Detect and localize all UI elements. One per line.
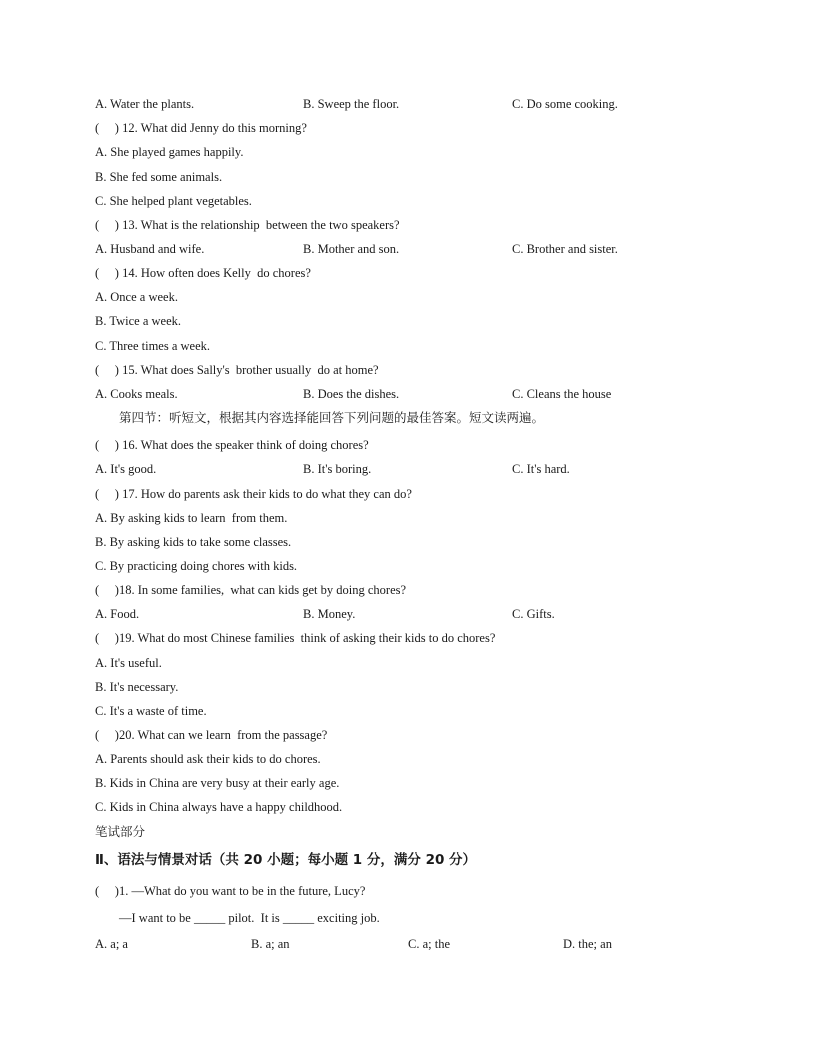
q17-option-b: B. By asking kids to take some classes. (95, 535, 292, 549)
q19-option-b: B. It's necessary. (95, 680, 179, 694)
q15-option-b: B. Does the dishes. (303, 387, 400, 401)
q20-option-c: C. Kids in China always have a happy childhood. (95, 800, 343, 814)
question-15: ( ) 15. What does Sally's brother usually do at home? (95, 363, 379, 377)
q16-option-c: C. It's hard. (512, 462, 570, 476)
question-20: ( )20. What can we learn from the passage? (95, 728, 328, 742)
q11-option-a: A. Water the plants. (95, 97, 195, 111)
q12-option-a: A. She played games happily. (95, 145, 244, 159)
question-13: ( ) 13. What is the relationship between the two speakers? (95, 218, 400, 232)
q15-option-a: A. Cooks meals. (95, 387, 178, 401)
q19-option-a: A. It's useful. (95, 656, 162, 670)
q17-option-a: A. By asking kids to learn from them. (95, 511, 288, 525)
q20-option-b: B. Kids in China are very busy at their early age. (95, 776, 340, 790)
q14-option-c: C. Three times a week. (95, 339, 211, 353)
grammar-q1-option-b: B. a; an (251, 937, 290, 951)
q13-option-a: A. Husband and wife. (95, 242, 205, 256)
q19-option-c: C. It's a waste of time. (95, 704, 207, 718)
q14-option-a: A. Once a week. (95, 290, 178, 304)
q15-option-c: C. Cleans the house (512, 387, 612, 401)
q11-option-c: C. Do some cooking. (512, 97, 618, 111)
grammar-q1-option-c: C. a; the (408, 937, 451, 951)
q17-option-c: C. By practicing doing chores with kids. (95, 559, 298, 573)
q13-option-b: B. Mother and son. (303, 242, 400, 256)
question-16: ( ) 16. What does the speaker think of doing chores? (95, 438, 369, 452)
q11-option-b: B. Sweep the floor. (303, 97, 400, 111)
q13-option-c: C. Brother and sister. (512, 242, 618, 256)
q18-option-b: B. Money. (303, 607, 356, 621)
grammar-q1-option-a: A. a; a (95, 937, 128, 951)
q20-option-a: A. Parents should ask their kids to do chores. (95, 752, 321, 766)
q16-option-b: B. It's boring. (303, 462, 372, 476)
written-part-title: 笔试部分 (95, 824, 146, 839)
question-18: ( )18. In some families, what can kids get by doing chores? (95, 583, 407, 597)
q12-option-b: B. She fed some animals. (95, 170, 223, 184)
question-19: ( )19. What do most Chinese families think of asking their kids to do chores? (95, 631, 496, 645)
grammar-q1-reply: —I want to be _____ pilot. It is _____ exciting job. (119, 911, 380, 925)
grammar-q1-option-d: D. the; an (563, 937, 612, 951)
q18-option-a: A. Food. (95, 607, 140, 621)
section-2-heading: Ⅱ、语法与情景对话（共 20 小题；每小题 1 分，满分 20 分） (95, 852, 477, 868)
q12-option-c: C. She helped plant vegetables. (95, 194, 252, 208)
question-14: ( ) 14. How often does Kelly do chores? (95, 266, 311, 280)
q16-option-a: A. It's good. (95, 462, 157, 476)
q18-option-c: C. Gifts. (512, 607, 555, 621)
q14-option-b: B. Twice a week. (95, 314, 182, 328)
question-17: ( ) 17. How do parents ask their kids to do what they can do? (95, 487, 412, 501)
grammar-question-1: ( )1. —What do you want to be in the future, Lucy? (95, 884, 366, 898)
section-4-instructions: 第四节：听短文，根据其内容选择能回答下列问题的最佳答案。短文读两遍。 (119, 410, 545, 425)
question-12: ( ) 12. What did Jenny do this morning? (95, 121, 307, 135)
